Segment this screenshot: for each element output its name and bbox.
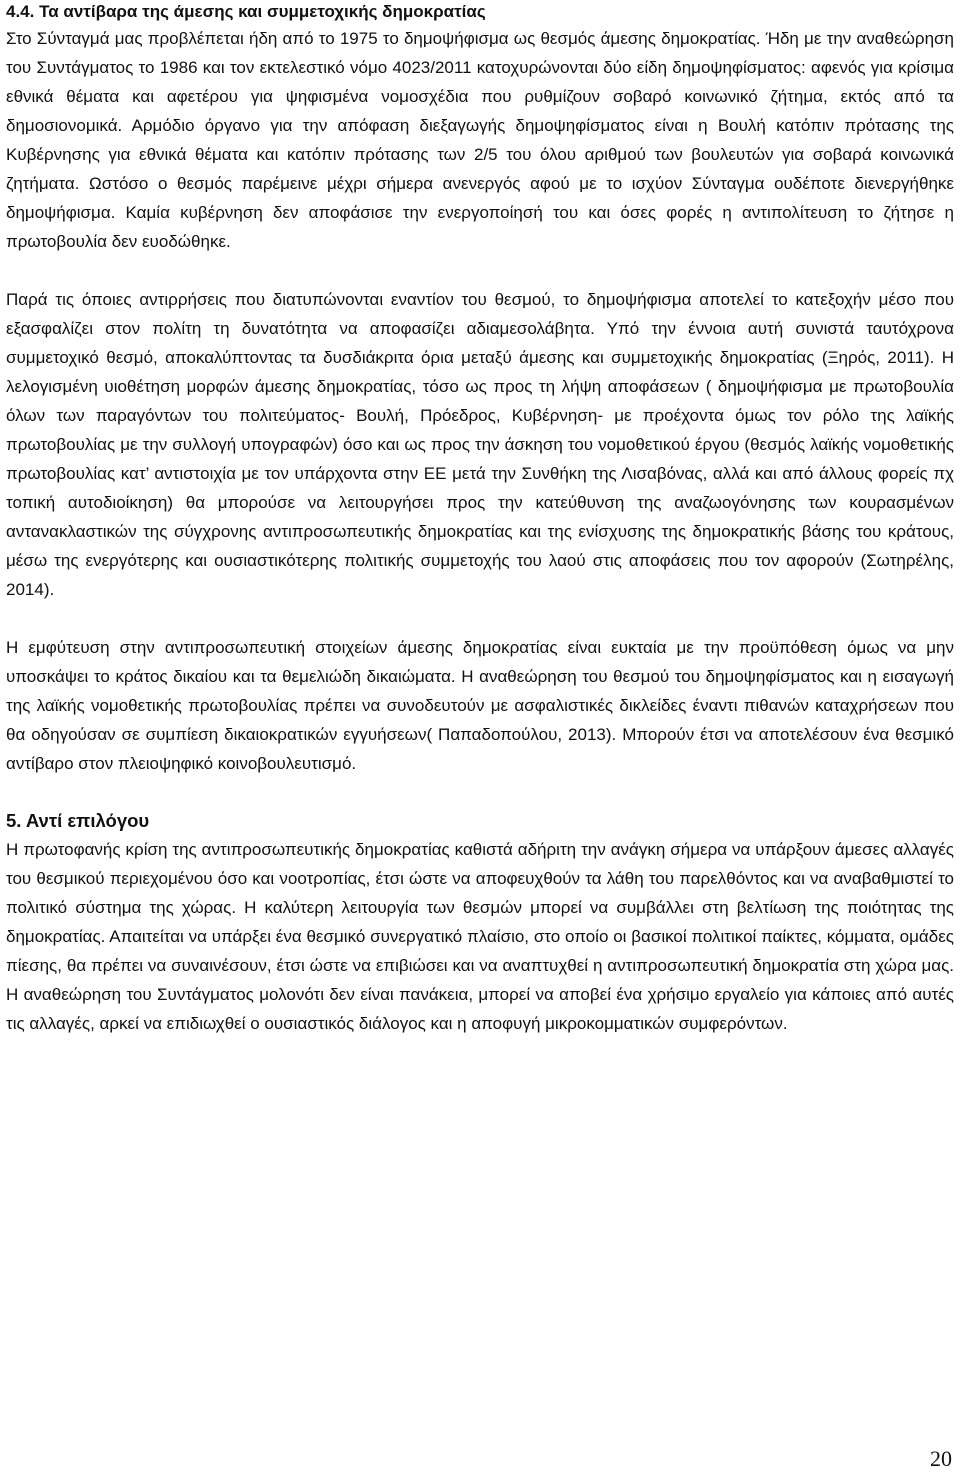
section-5-heading: 5. Αντί επιλόγου: [6, 810, 150, 831]
document-page: [6, 0, 954, 1038]
paragraph-referendum-participation: Παρά τις όποιες αντιρρήσεις που διατυπώνονται εναντίον του θεσμού, το δημοψήφισμα αποτελεί το κατεξοχήν μέσο που εξασφαλίζει στον πολίτη τη δυνατότητα να αποφασίζει αδιαμεσολάβητα. Υπό την έννοια αυτή συνιστά ταυτόχρονα συμμετοχικό θεσμό, αποκαλύπτοντας τα δυσδιάκριτα όρια μεταξύ άμεσης και συμμετοχικής δημοκρατίας (Ξηρός, 2011). Η λελογισμένη υιοθέτηση μορφών άμεσης δημοκρατίας, τόσο ως προς τη λήψη αποφάσεων ( δημοψήφισμα με πρωτοβουλία όλων των παραγόντων του πολιτεύματος- Βουλή, Πρόεδρος, Κυβέρνηση- με προέχοντα όμως τον ρόλο της λαϊκής πρωτοβουλίας με την συλλογή υπογραφών) όσο και ως προς την άσκηση του νομοθετικού έργου (θεσμός λαϊκής νομοθετικής πρωτοβουλίας κατ’ αντιστοιχία με τον υπάρχοντα στην ΕΕ μετά την Συνθήκη της Λισαβόνας, αλλά και από άλλους φορείς πχ τοπική αυτοδιοίκηση) θα μπορούσε να λειτουργήσει προς την κατεύθυνση της αναζωογόνησης των κουρασμένων αντανακλαστικών της σύγχρονης αντιπροσωπευτικής δημοκρατίας και της ενίσχυσης της δημοκρατικής βάσης του κράτους, μέσω της ενεργότερης και ουσιαστικότερης πολιτικής συμμετοχής του λαού στις αποφάσεις που τον αφορούν (Σωτηρέλης, 2014).: [6, 290, 954, 599]
page-number: 20: [930, 1446, 952, 1471]
paragraph-direct-democracy-safeguards: Η εμφύτευση στην αντιπροσωπευτική στοιχείων άμεσης δημοκρατίας είναι ευκταία με την προϋπόθεση όμως να μην υποσκάψει το κράτος δικαίου και τα θεμελιώδη δικαιώματα. Η αναθεώρηση του θεσμού του δημοψηφίσματος και η εισαγωγή της λαϊκής νομοθετικής πρωτοβουλίας πρέπει να συνοδευτούν με ασφαλιστικές δικλείδες έναντι πιθανών καταχρήσεων που θα οδηγούσαν σε συμπίεση δικαιοκρατικών εγγυήσεων( Παπαδοπούλου, 2013). Μπορούν έτσι να αποτελέσουν ένα θεσμικό αντίβαρο στον πλειοψηφικό κοινοβουλευτισμό.: [6, 638, 954, 773]
paragraph-epilogue: Η πρωτοφανής κρίση της αντιπροσωπευτικής δημοκρατίας καθιστά αδήριτη την ανάγκη σήμερα να υπάρξουν άμεσες αλλαγές του θεσμικού περιεχομένου όσο και νοοτροπίας, έτσι ώστε να αποφευχθούν τα λάθη του παρελθόντος και να αναβαθμιστεί το πολιτικό σύστημα της χώρας. Η καλύτερη λειτουργία των θεσμών μπορεί να συμβάλλει στη βελτίωση της ποιότητας της δημοκρατίας. Απαιτείται να υπάρξει ένα θεσμικό συνεργατικό πλαίσιο, στο οποίο οι βασικοί πολιτικοί παίκτες, κόμματα, ομάδες πίεσης, θα πρέπει να συναινέσουν, έτσι ώστε να επιβιώσει και να αναπτυχθεί η αντιπροσωπευτική δημοκρατία στη χώρα μας. Η αναθεώρηση του Συντάγματος μολονότι δεν είναι πανάκεια, μπορεί να αποβεί ένα χρήσιμο εργαλείο για κάποιες από αυτές τις αλλαγές, αρκεί να επιδιωχθεί ο ουσιαστικός διάλογος και η αποφυγή μικροκομματικών συμφερόντων.: [6, 840, 954, 1033]
section-4-4-heading: 4.4. Τα αντίβαρα της άμεσης και συμμετοχικής δημοκρατίας: [6, 2, 486, 21]
paragraph-referendum-constitution: Στο Σύνταγμά μας προβλέπεται ήδη από το 1975 το δημοψήφισμα ως θεσμός άμεσης δημοκρατίας. Ήδη με την αναθεώρηση του Συντάγματος το 1986 και τον εκτελεστικό νόμο 4023/2011 κατοχυρώνονται δύο είδη δημοψηφίσματος: αφενός για κρίσιμα εθνικά θέματα και αφετέρου για ψηφισμένα νομοσχέδια που ρυθμίζουν σοβαρό κοινωνικό ζήτημα, εκτός από τα δημοσιονομικά. Αρμόδιο όργανο για την απόφαση διεξαγωγής δημοψηφίσματος είναι η Βουλή κατόπιν πρότασης της Κυβέρνησης για εθνικά θέματα και κατόπιν πρότασης των 2/5 του όλου αριθμού των βουλευτών για σοβαρά κοινωνικά ζητήματα. Ωστόσο ο θεσμός παρέμεινε μέχρι σήμερα ανενεργός αφού με το ισχύον Σύνταγμα ουδέποτε διενεργήθηκε δημοψήφισμα. Καμία κυβέρνηση δεν αποφάσισε την ενεργοποίησή του και όσες φορές η αντιπολίτευση το ζήτησε η πρωτοβουλία δεν ευοδώθηκε.: [6, 29, 954, 251]
spacer: [6, 256, 954, 285]
spacer: [6, 778, 954, 807]
spacer: [6, 604, 954, 633]
